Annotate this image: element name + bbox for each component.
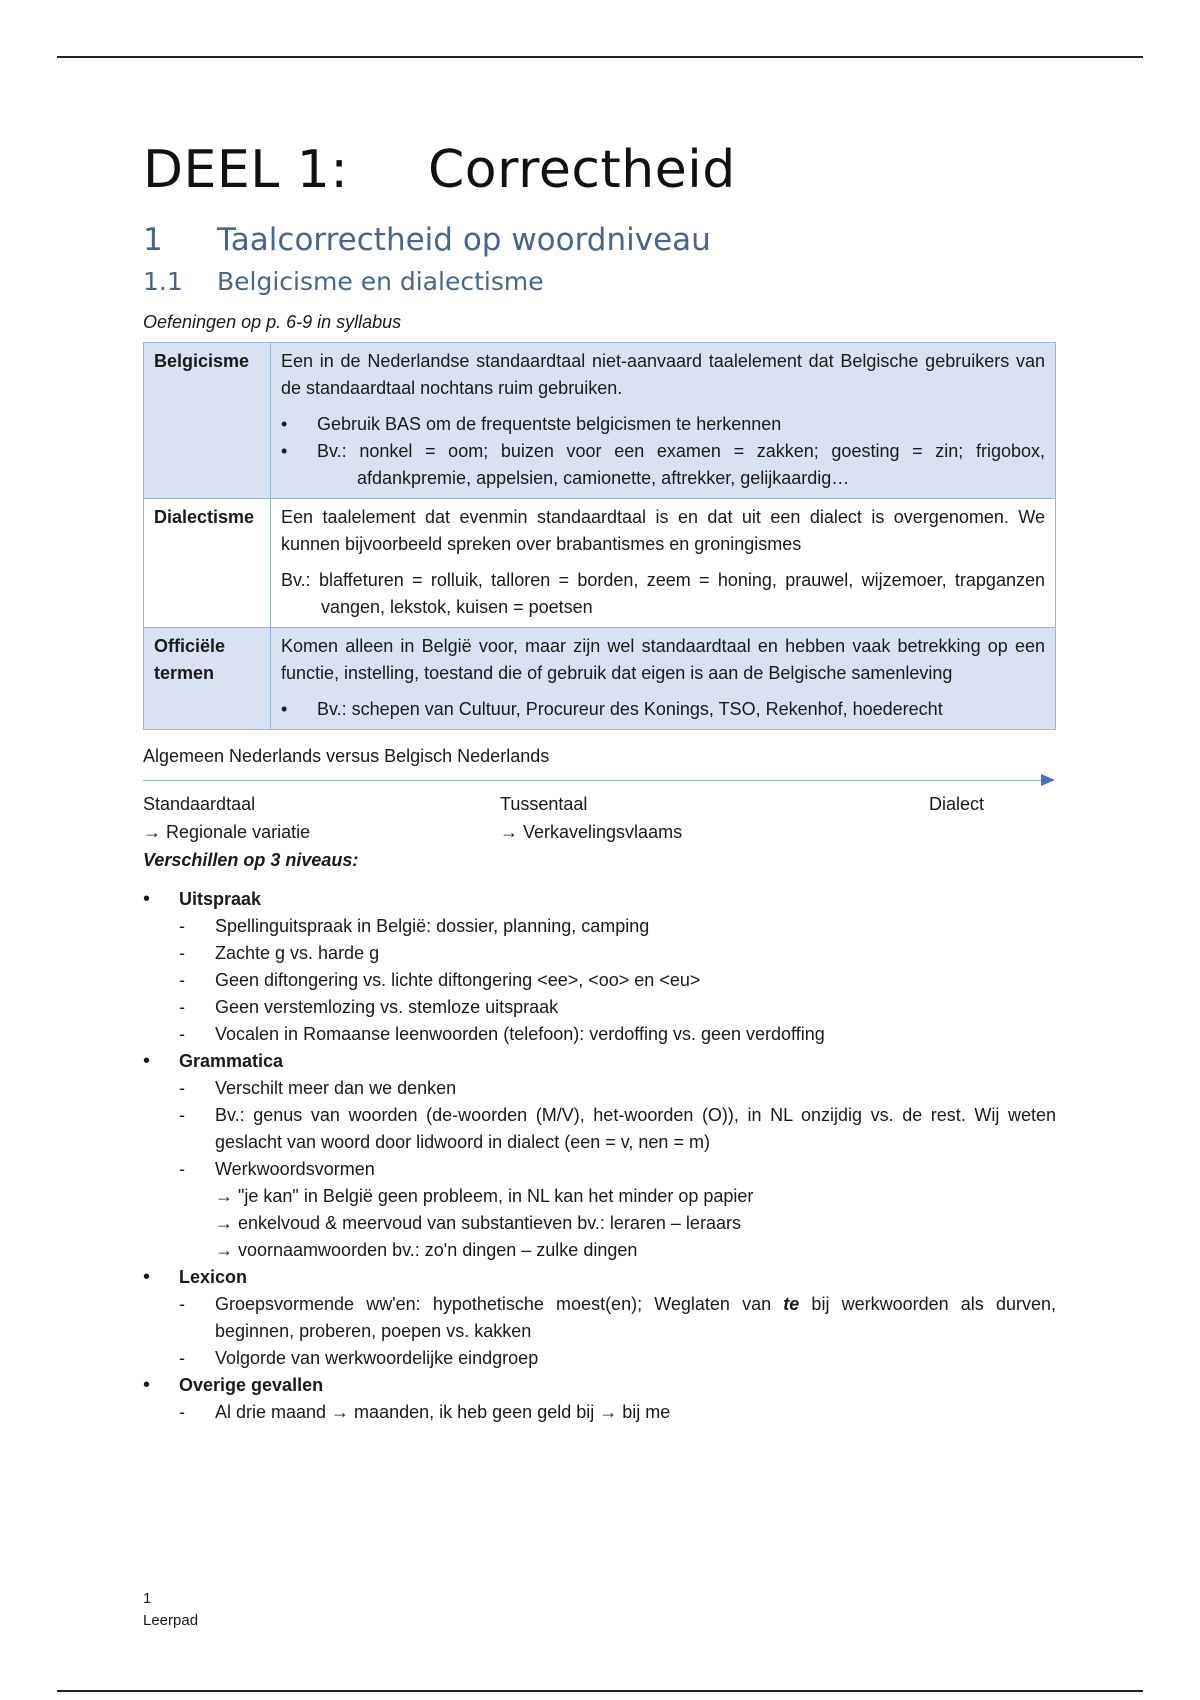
list-item: - Al drie maand → maanden, ik heb geen geld bij → bij me: [179, 1399, 1056, 1426]
definition-bullets: [281, 411, 1045, 492]
list-item: - Volgorde van werkwoordelijke eindgroep: [179, 1345, 1056, 1372]
definition-text: Komen alleen in België voor, maar zijn wel standaardtaal en hebben vaak betrekking op een functie, instelling, toestand die of gebruik dat eigen is aan de Belgische samenleving: [281, 636, 1045, 683]
scale-sub-standard: → Regionale variatie: [143, 822, 311, 842]
definition-cell: [271, 499, 1056, 628]
section-title: Belgicisme en dialectisme: [217, 267, 544, 296]
footer-label: Leerpad: [143, 1612, 199, 1629]
list-item-text: Werkwoordsvormen: [215, 1159, 375, 1179]
section-heading: [143, 266, 1056, 298]
page-number: 1: [143, 1590, 152, 1607]
section-number: 1.1: [143, 267, 183, 296]
list-item: [179, 1291, 1056, 1345]
list-item: - Geen verstemlozing vs. stemloze uitspraak: [179, 994, 1056, 1021]
bullet-item: • Bv.: schepen van Cultuur, Procureur des Konings, TSO, Rekenhof, hoederecht: [281, 696, 1045, 723]
definition-example: Bv.: blaffeturen = rolluik, talloren = borden, zeem = honing, prauwel, wijzemoer, trapganzen vangen, lekstok, kuisen = poetsen: [281, 570, 1045, 617]
arrow-right-icon: [1041, 774, 1055, 786]
arrow-note: → voornaamwoorden bv.: zo'n dingen – zulke dingen: [215, 1240, 638, 1260]
term-cell: Dialectisme: [144, 499, 271, 628]
list-item: - Bv.: genus van woorden (de-woorden (M/V), het-woorden (O)), in NL onzijdig vs. de rest. Wij weten geslacht van woord door lidwoord in dialect (een = v, nen = m): [179, 1102, 1056, 1156]
level-name: Uitspraak: [179, 889, 262, 909]
scale-sub-intermediate: → Verkavelingsvlaams: [500, 822, 683, 842]
emphasis-text: te: [783, 1294, 800, 1314]
terms-table: [143, 342, 1056, 730]
scale-label-intermediate: Tussentaal: [500, 794, 588, 814]
definition-bullets: [281, 696, 1045, 723]
definition-text: Een in de Nederlandse standaardtaal niet-aanvaard taalelement dat Belgische gebruikers van de standaardtaal nochtans ruim gebruiken.: [281, 351, 1045, 398]
scale-label-standard: Standaardtaal: [143, 794, 256, 814]
level-name: Lexicon: [179, 1267, 248, 1287]
footer-rule: [57, 1690, 1143, 1692]
list-item: - Vocalen in Romaanse leenwoorden (telefoon): verdoffing vs. geen verdoffing: [179, 1021, 1056, 1048]
scale-title: Algemeen Nederlands versus Belgisch Nederlands: [143, 746, 550, 766]
term-cell: Belgicisme: [144, 343, 271, 499]
list-item: [143, 1048, 1056, 1264]
bullet-item: [281, 438, 1045, 492]
table-row: [144, 628, 1056, 730]
chapter-title: Taalcorrectheid op woordniveau: [217, 222, 711, 258]
table-row: [144, 343, 1056, 499]
exercise-note: Oefeningen op p. 6-9 in syllabus: [143, 312, 402, 332]
arrow-note: → "je kan" in België geen probleem, in NL kan het minder op papier: [215, 1186, 754, 1206]
list-item-text: bij werkwoorden als durven, beginnen, proberen, poepen vs. kakken: [215, 1294, 1056, 1341]
level-items: [179, 1291, 1056, 1372]
scale-line: [143, 780, 1043, 781]
list-item: - Zachte g vs. harde g: [179, 940, 1056, 967]
levels-list: [143, 886, 1056, 1426]
levels-heading: Verschillen op 3 niveaus:: [143, 850, 359, 870]
level-name: Overige gevallen: [179, 1375, 324, 1395]
arrow-note: → enkelvoud & meervoud van substantieven bv.: leraren – leraars: [215, 1213, 741, 1233]
bullet-text: • Bv.: nonkel = oom; buizen voor een examen = zakken; goesting = zin; frigobox, afdankpremie, appelsien, camionette, aftrekker, gelijkaardig…: [317, 441, 1045, 488]
term-cell: Officiële termen: [144, 628, 271, 730]
list-item: [143, 1372, 1056, 1426]
language-scale: [143, 772, 1056, 842]
chapter-number: 1: [143, 222, 163, 258]
list-item: [143, 886, 1056, 1048]
definition-text: Een taalelement dat evenmin standaardtaal is en dat uit een dialect is overgenomen. We kunnen bijvoorbeeld spreken over brabantismes en groningismes: [281, 507, 1045, 554]
list-item: [179, 1156, 1056, 1264]
list-item: - Geen diftongering vs. lichte diftongering <ee>, <oo> en <eu>: [179, 967, 1056, 994]
level-items: [179, 1075, 1056, 1264]
definition-cell: [271, 343, 1056, 499]
part-title: [143, 140, 1056, 200]
list-item: [143, 1264, 1056, 1372]
header-rule: [57, 56, 1143, 58]
level-name: Grammatica: [179, 1051, 284, 1071]
level-items: [179, 913, 1056, 1048]
scale-label-dialect: Dialect: [929, 794, 985, 814]
chapter-heading: [143, 222, 1056, 258]
list-item: - Spellinguitspraak in België: dossier, planning, camping: [179, 913, 1056, 940]
part-name: Correctheid: [428, 140, 736, 200]
part-number: DEEL 1:: [143, 140, 349, 200]
bullet-item: • Gebruik BAS om de frequentste belgicismen te herkennen: [281, 411, 1045, 438]
table-row: [144, 499, 1056, 628]
page-footer: [143, 1588, 198, 1632]
page-content: [143, 140, 1056, 1426]
definition-cell: [271, 628, 1056, 730]
list-item-text: Groepsvormende ww'en: hypothetische moest(en); Weglaten van: [215, 1294, 784, 1314]
level-items: [179, 1399, 1056, 1426]
list-item: - Verschilt meer dan we denken: [179, 1075, 1056, 1102]
